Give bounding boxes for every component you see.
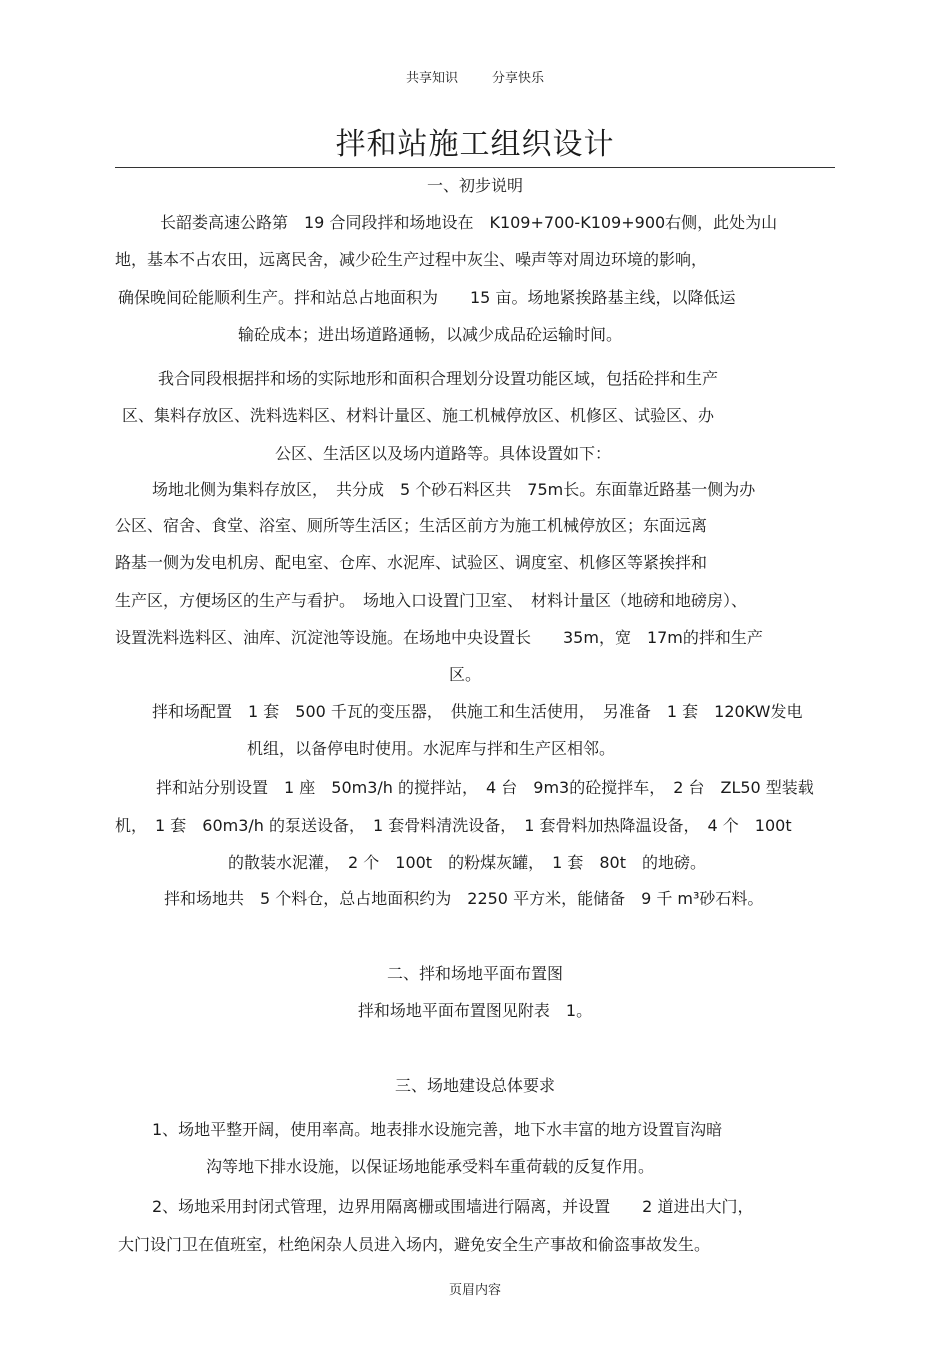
paragraph-line: 拌和场配置 1 套 500 千瓦的变压器， 供施工和生活使用， 另准备 1 套 120KW发电 xyxy=(152,702,803,721)
paragraph-line: 生产区，方便场区的生产与看护。 场地入口设置门卫室、 材料计量区（地磅和地磅房）、 xyxy=(115,591,748,610)
paragraph-line: 确保晚间砼能顺利生产。拌和站总占地面积为 15 亩。场地紧挨路基主线，以降低运 xyxy=(118,288,736,307)
paragraph-line: 我合同段根据拌和场的实际地形和面积合理划分设置功能区域，包括砼拌和生产 xyxy=(158,369,719,388)
paragraph-line: 公区、宿舍、食堂、浴室、厕所等生活区；生活区前方为施工机械停放区；东面远离 xyxy=(115,516,708,535)
paragraph-line: 输砼成本；进出场道路通畅，以减少成品砼运输时间。 xyxy=(238,325,623,344)
document-title: 拌和站施工组织设计 xyxy=(335,127,615,162)
header-right-text: 分享快乐 xyxy=(492,71,545,86)
paragraph-line: 区。 xyxy=(449,665,482,684)
paragraph-line: 场地北侧为集料存放区， 共分成 5 个砂石料区共 75m长。东面靠近路基一侧为办 xyxy=(152,480,756,499)
paragraph-line: 沟等地下排水设施，以保证场地能承受料车重荷载的反复作用。 xyxy=(206,1157,655,1176)
header-left-text: 共享知识 xyxy=(405,71,458,86)
page-footer: 页眉内容 xyxy=(448,1283,501,1298)
section-heading-2: 二、拌和场地平面布置图 xyxy=(386,964,563,983)
paragraph-line: 路基一侧为发电机房、配电室、仓库、水泥库、试验区、调度室、机修区等紧挨拌和 xyxy=(115,553,708,572)
paragraph-line: 设置洗料选料区、油库、沉淀池等设施。在场地中央设置长 35m，宽 17m的拌和生产 xyxy=(115,628,763,647)
paragraph-line: 拌和站分别设置 1 座 50m3/h 的搅拌站， 4 台 9m3的砼搅拌车， 2 台 ZL50 型装载 xyxy=(156,778,814,797)
paragraph-line: 2、场地采用封闭式管理，边界用隔离栅或围墙进行隔离，并设置 2 道进出大门， xyxy=(152,1197,754,1216)
paragraph-line: 区、集料存放区、洗料选料区、材料计量区、施工机械停放区、机修区、试验区、办 xyxy=(122,406,715,425)
paragraph-line: 长韶娄高速公路第 19 合同段拌和场地设在 K109+700-K109+900右侧，此处为山 xyxy=(160,213,778,232)
paragraph-line: 的散装水泥灌， 2 个 100t 的粉煤灰罐， 1 套 80t 的地磅。 xyxy=(228,853,706,872)
paragraph-line: 机， 1 套 60m3/h 的泵送设备， 1 套骨料清洗设备， 1 套骨料加热降温设备， 4 个 100t xyxy=(115,816,792,835)
paragraph-line: 1、场地平整开阔，使用率高。地表排水设施完善，地下水丰富的地方设置盲沟暗 xyxy=(152,1120,723,1139)
section-heading-1: 一、初步说明 xyxy=(426,176,523,195)
paragraph-line: 地，基本不占农田，远离民舍，减少砼生产过程中灰尘、噪声等对周边环境的影响， xyxy=(115,250,708,269)
paragraph-line: 拌和场地共 5 个料仓，总占地面积约为 2250 平方米，能储备 9 千 m³砂石料。 xyxy=(164,889,764,908)
title-divider xyxy=(115,167,835,168)
paragraph-line: 公区、生活区以及场内道路等。具体设置如下： xyxy=(275,444,612,463)
paragraph-line: 大门设门卫在值班室，杜绝闲杂人员进入场内，避免安全生产事故和偷盗事故发生。 xyxy=(118,1235,711,1254)
section-heading-3: 三、场地建设总体要求 xyxy=(394,1076,555,1095)
paragraph-line: 拌和场地平面布置图见附表 1。 xyxy=(357,1001,593,1020)
page-header xyxy=(0,70,950,88)
paragraph-line: 机组，以备停电时使用。水泥库与拌和生产区相邻。 xyxy=(247,739,616,758)
